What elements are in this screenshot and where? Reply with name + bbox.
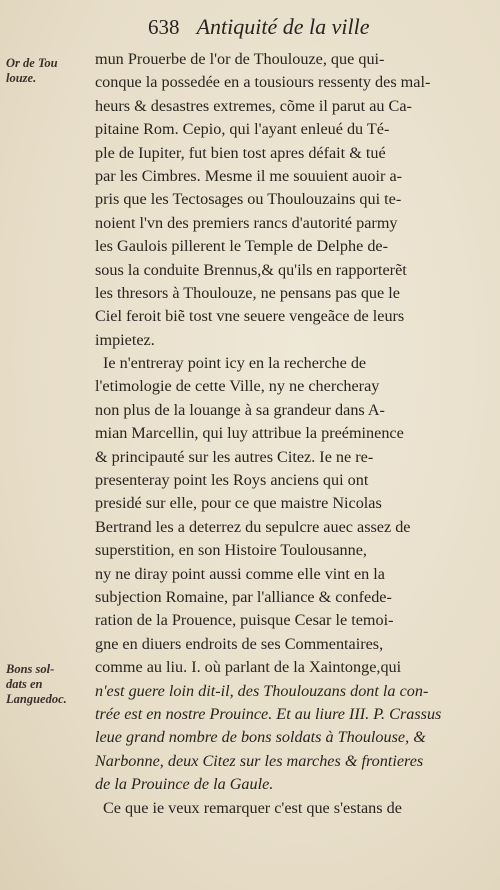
text-line: mun Prouerbe de l'or de Thoulouze, que qui-: [95, 50, 385, 68]
text-line: comme au liu. I. où parlant de la Xaintonge,qui: [95, 658, 402, 677]
body-text: [95, 48, 487, 820]
text-line: ple de Iupiter, fut bien tost apres défait & tué: [95, 143, 386, 162]
running-header: [148, 14, 468, 44]
text-line: n'est guere loin dit-il, des Thoulouzans dont la con-: [95, 681, 429, 700]
text-line: Ciel feroit biẽ tost vne seuere vengeãce de leurs: [95, 307, 405, 326]
page-number: 638: [148, 15, 180, 39]
text-line: pris que les Tectosages ou Thoulouzains qui te-: [95, 190, 402, 209]
text-line: l'etimologie de cette Ville, ny ne chercheray: [95, 377, 380, 396]
running-title: Antiquité de la ville: [196, 14, 370, 39]
text-line: presenteray point les Roys anciens qui ont: [95, 471, 369, 490]
margin-note-line: Languedoc.: [6, 692, 67, 706]
text-line: subjection Romaine, par l'alliance & confede-: [95, 587, 392, 606]
text-line: noient l'vn des premiers rancs d'autorité parmy: [95, 213, 398, 232]
text-line: conque la possedée en a tousiours ressenty des mal-: [95, 73, 431, 92]
margin-note-line: louze.: [6, 71, 37, 85]
margin-note-line: dats en: [6, 677, 43, 691]
text-line: de la Prouince de la Gaule.: [95, 775, 274, 794]
margin-note-or-de-toulouze: [6, 56, 58, 86]
text-line: Ie n'entreray point icy en la recherche de: [103, 354, 367, 373]
text-line: pitaine Rom. Cepio, qui l'ayant enleué du Té-: [95, 120, 390, 139]
text-line: presidé sur elle, pour ce que maistre Nicolas: [95, 494, 382, 513]
text-line: superstition, en son Histoire Toulousanne,: [95, 541, 367, 560]
text-line: les Gaulois pillerent le Temple de Delphe de-: [95, 237, 388, 256]
text-line: non plus de la louange à sa grandeur dans A-: [95, 400, 385, 419]
text-line: ration de la Prouence, puisque Cesar le temoi-: [95, 611, 394, 630]
text-line: mian Marcellin, qui luy attribue la preéminence: [95, 424, 404, 443]
text-line: trée est en nostre Prouince. Et au liure III. P. Crassus: [95, 704, 442, 723]
text-line: Narbonne, deux Citez sur les marches & frontieres: [95, 751, 424, 770]
text-line: les thresors à Thoulouze, ne pensans pas que le: [95, 283, 400, 302]
margin-note-line: Bons sol-: [6, 662, 55, 676]
text-line: gne en diuers endroits de ses Commentaires,: [95, 634, 384, 653]
margin-note-bons-soldats: [6, 662, 67, 707]
text-line: impietez.: [95, 330, 155, 349]
text-line: & principauté sur les autres Citez. Ie ne re-: [95, 447, 374, 466]
text-line: ny ne diray point aussi comme elle vint en la: [95, 564, 385, 583]
text-line: Bertrand les a deterrez du sepulcre auec assez de: [95, 517, 411, 536]
text-line: heurs & desastres extremes, cõme il parut au Ca-: [95, 96, 412, 115]
margin-note-line: Or de Tou: [6, 56, 58, 70]
text-line: par les Cimbres. Mesme il me souuient auoir a-: [95, 166, 403, 185]
text-line: leue grand nombre de bons soldats à Thoulouse, &: [95, 728, 426, 747]
text-line: Ce que ie veux remarquer c'est que s'estans de: [103, 798, 402, 817]
text-line: sous la conduite Brennus,& qu'ils en rapporterẽt: [95, 260, 407, 279]
